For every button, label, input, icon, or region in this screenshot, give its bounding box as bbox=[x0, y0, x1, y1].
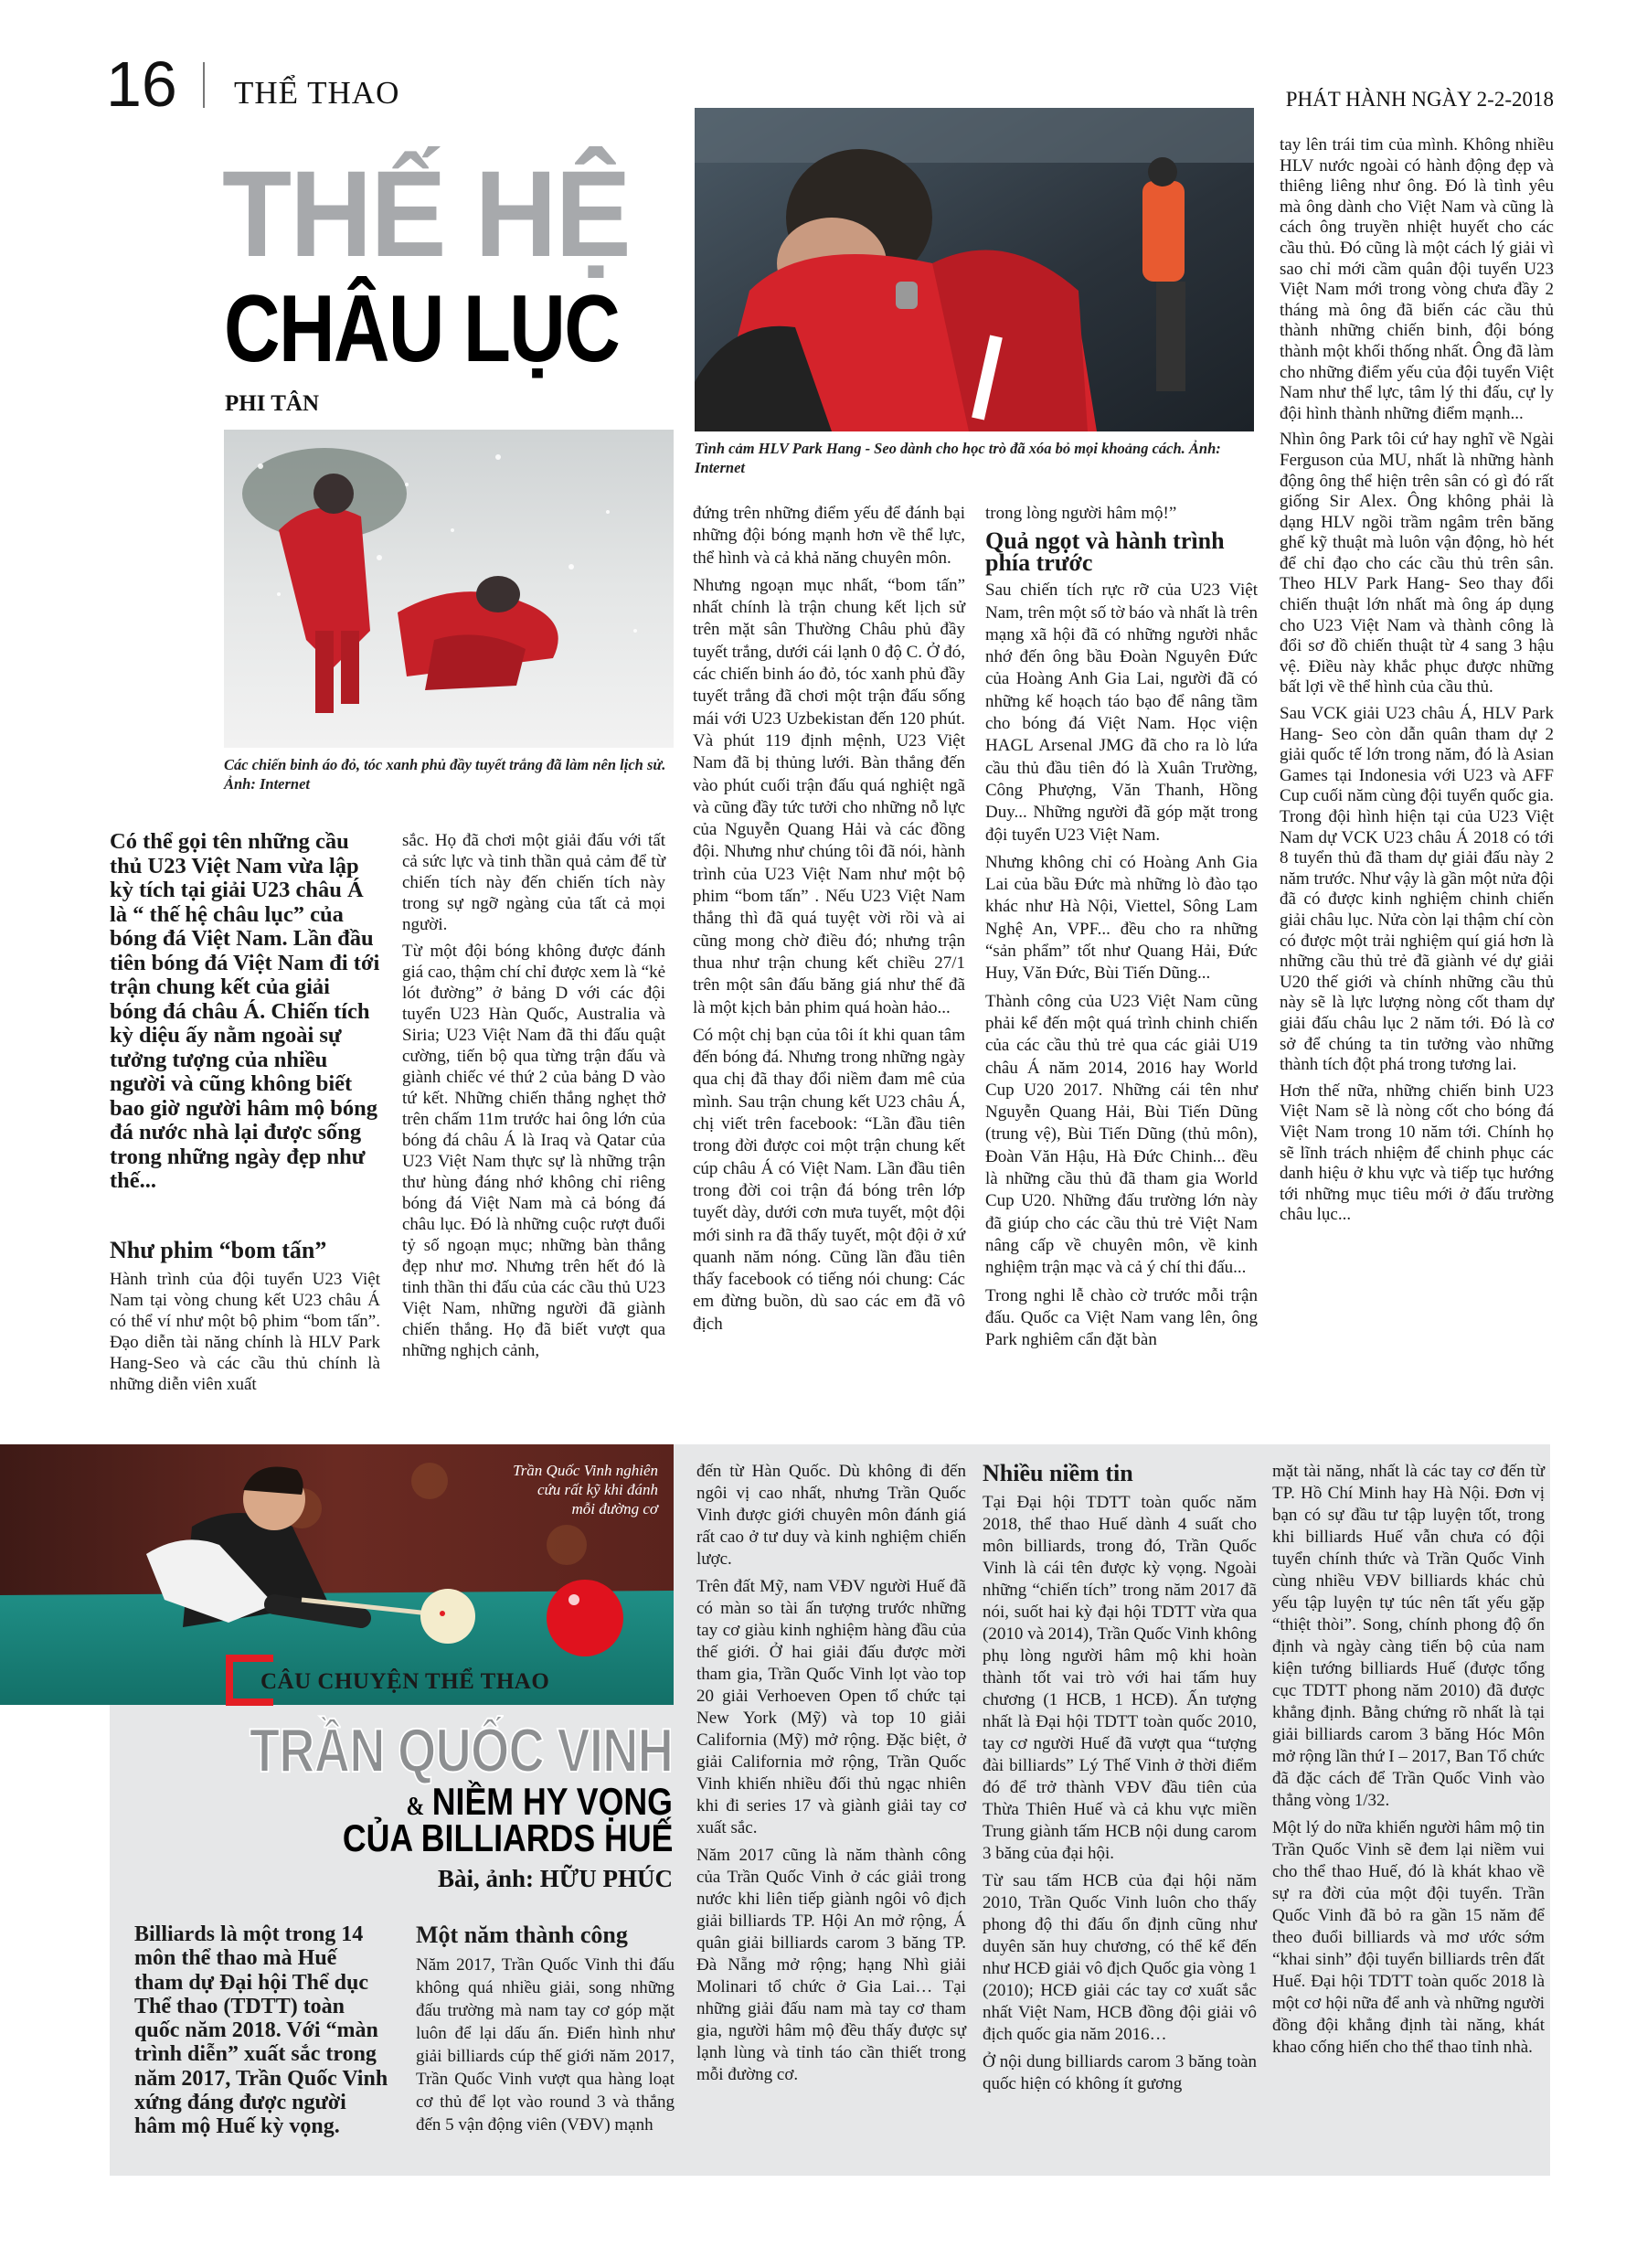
paragraph: mặt tài năng, nhất là các tay cơ đến từ TP. Hồ Chí Minh hay Hà Nội. Đơn vị bạn có sự đầu tư tập luyện tốt, trong khi billiards Huế vẫn chưa có đội tuyển chính thức và Trần Quốc Vinh cùng nhiều VĐV billiards khác chủ yếu tập luyện tự túc nên tất yếu gặp “thiệt thòi”. Song, chính phong độ ổn định và ngày càng tiến bộ của nam kiện tướng billiards Huế (được tổng cục TDTT phong năm 2010) đã được khẳng định. Bằng chứng rõ nhất là tại giải billiards carom 3 băng Hóc Môn mở rộng lần thứ I – 2017, Ban Tổ chức đã đặc cách để Trần Quốc Vinh vào thẳng vòng 1/32. bbox=[1272, 1462, 1545, 1810]
paragraph: sắc. Họ đã chơi một giải đấu với tất cả sức lực và tinh thần quả cảm để từ chiến tích này đến chiến tích này trong sự ngỡ ngàng của tất cả mọi người. bbox=[402, 831, 665, 934]
subheading-bom-tan: Như phim “bom tấn” bbox=[110, 1236, 327, 1263]
paragraph: đứng trên những điểm yếu để đánh bại những đội bóng mạnh hơn về thể lực, thể hình và cả khả năng chuyên môn. bbox=[693, 504, 965, 568]
subheading-nhieu-niem-tin: Nhiều niềm tin bbox=[983, 1460, 1133, 1486]
page-number: 16 bbox=[106, 48, 177, 120]
article2-column-5 bbox=[1272, 1461, 1545, 2064]
kicker-label: CÂU CHUYỆN THỂ THAO bbox=[260, 1669, 550, 1694]
paragraph: Thành công của U23 Việt Nam cũng phải kể đến một quá trình chinh chiến của các cầu thủ trẻ qua các giải U19 châu Á năm 2014, 2016 hay World Cup U20 2017. Những cái tên như Nguyễn Quang Hải, Bùi Tiến Dũng (trung vệ), Bùi Tiến Dũng (thủ môn), Đoàn Văn Hậu, Hà Đức Chinh... đều là những cầu thủ đã tham gia World Cup U20. Những đấu trường lớn này đã giúp cho các cầu thủ trẻ Việt Nam nâng cấp về chuyên môn, về kinh nghiệm trận mạc và cả ý chí thi đấu... bbox=[985, 991, 1258, 1278]
paragraph: Nhưng không chỉ có Hoàng Anh Gia Lai của bầu Đức mà những lò đào tạo khác như Hà Nội, Viettel, Sông Lam Nghệ An, VPF... đều cho ra những “sản phẩm” tốt như Quang Hải, Đức Huy, Văn Đức, Bùi Tiến Dũng... bbox=[985, 852, 1258, 984]
issue-date: PHÁT HÀNH NGÀY 2-2-2018 bbox=[1285, 88, 1554, 111]
article-byline: PHI TÂN bbox=[225, 391, 320, 416]
subheading-mot-nam: Một năm thành công bbox=[416, 1922, 628, 1948]
paragraph: Từ một đội bóng không được đánh giá cao, thậm chí chỉ được xem là “kẻ lót đường” ở bảng D với các đội tuyển U23 Hàn Quốc, Australia và Siria; U23 Việt Nam đã thi đấu quật cường, tiến bộ qua từng trận đấu và giành chiếc vé thứ 2 của bảng D vào tứ kết. Những chiến thắng nghẹt thở trên chấm 11m trước hai ông lớn của bóng đá châu Á là Iraq và Qatar của U23 Việt Nam thực sự là những trận thư hùng đáng nhớ không chỉ riêng bóng đá Việt Nam mà cả bóng đá châu lục. Đó là những cuộc rượt đuổi tỷ số ngoạn mục; những bàn thắng đẹp như mơ. Nhưng trên hết đó là tinh thần thi đấu của các cầu thủ U23 Việt Nam, những người đã giành chiến thắng. Họ đã biết vượt qua những nghịch cảnh, bbox=[402, 942, 665, 1360]
paragraph: Hơn thế nữa, những chiến binh U23 Việt Nam sẽ là nòng cốt cho bóng đá Việt Nam trong 10 năm tới. Chính họ sẽ lĩnh trách nhiệm để chinh phục các danh hiệu ở khu vực và tiếp tục hướng tới những mục tiêu mới ở đấu trường châu lục... bbox=[1280, 1081, 1554, 1225]
article2-column-4 bbox=[983, 1461, 1257, 2101]
subheading-qua-ngot: Quả ngọt và hành trình phía trước bbox=[985, 527, 1225, 577]
photo-coach-hug bbox=[695, 108, 1254, 431]
paragraph: Tại Đại hội TDTT toàn quốc năm 2018, thể thao Huế dành 4 suất cho môn billiards, trong đó, Trần Quốc Vinh là cái tên được kỳ vọng. Ngoài những “chiến tích” trong năm 2017 đã nói, suốt hai kỳ đại hội TDTT vừa qua (2010 và 2014), Trần Quốc Vinh không phụ lòng người hâm mộ khi hoàn thành tốt vai trò với hai tấm huy chương (1 HCB, 1 HCĐ). Ấn tượng nhất là Đại hội TDTT toàn quốc 2010, tay cơ người Huế đã vượt qua “tượng đài billiards” Lý Thế Vinh ở thời điểm đó để trở thành VĐV đầu tiên của Thừa Thiên Huế và cả khu vực miền Trung giành tấm HCB nội dung carom 3 băng của đại hội. bbox=[983, 1493, 1257, 1863]
paragraph: Hành trình của đội tuyển U23 Việt Nam tại vòng chung kết U23 châu Á có thể ví như một bộ phim “bom tấn”. Đạo diễn tài năng chính là HLV Park Hang-Seo và các cầu thủ chính là những diễn viên xuất bbox=[110, 1269, 380, 1394]
article2-column-1 bbox=[134, 1922, 390, 2145]
paragraph: Sau VCK giải U23 châu Á, HLV Park Hang- Seo còn dẫn quân tham dự 2 giải quốc tế lớn trong năm, đó là Asian Games tại Indonesia với U23 và AFF Cup cuối năm cùng đội tuyển quốc gia. Trong đội hình hiện tại của U23 Việt Nam dự VCK U23 châu Á 2018 có tới 8 tuyển thủ đã tham dự giải đấu này 2 năm trước. Như vậy là gần một nửa đội đã có được kinh nghiệm chinh chiến giải châu lục. Nửa còn lại thậm chí còn có được một trải nghiệm quí giá hơn là những cầu thủ trẻ đã giành vé dự giải U20 thế giới và chính những cầu thủ này sẽ là lực lượng nòng cốt tham dự giải đấu châu lục 2 năm tới. Đó là cơ sở để chúng ta tin tưởng vào những thành tích đột phá trong tương lai. bbox=[1280, 704, 1555, 1075]
photo1-caption: Các chiến binh áo đỏ, tóc xanh phủ đầy tuyết trắng đã làm nên lịch sử. Ảnh: Internet bbox=[224, 756, 666, 793]
paragraph: tay lên trái tim của mình. Không nhiều HLV nước ngoài có hành động đẹp và thiêng liêng như ông. Đó là tình yêu mà ông dành cho Việt Nam và cũng là cách ông truyền nhiệt huyết cho các cầu thủ. Đó cũng là một cách lý giải vì sao chỉ mới cầm quân đội tuyển U23 Việt Nam mới trong vòng chưa đầy 2 tháng mà ông đã biến các cầu thủ thành những chiến binh, đội bóng thành một khối thống nhất. Ông đã làm cho những điểm yếu của đội tuyển Việt Nam như thể lực, tâm lý thi đấu, cự ly đội hình thành những điểm mạnh... bbox=[1280, 135, 1554, 423]
paragraph: Nhìn ông Park tôi cứ hay nghĩ về Ngài Ferguson của MU, nhất là những hành động ông thể hiện trên sân có gì đó rất giống Sir Alex. Ông không phải là dạng HLV ngồi trầm ngâm trên băng ghế kỹ thuật mà luôn vận động, hò hét để chỉ đạo cho các cầu thủ trên sân. Theo HLV Park Hang- Seo thay đổi chiến thuật lớn nhất mà ông áp dụng cho U23 Việt Nam và thành công là đổi sơ đồ chiến thuật từ 4 sang 3 hậu vệ. Điều này khắc phục được những bất lợi về thể hình của cầu thủ. bbox=[1280, 430, 1554, 697]
photo-billiards-caption: Trần Quốc Vinh nghiên cứu rất kỹ khi đánh mỗi đường cơ bbox=[513, 1462, 658, 1517]
paragraph: Năm 2017, Trần Quốc Vinh thi đấu không quá nhiều giải, song những đấu trường mà nam tay cơ góp mặt luôn để lại dấu ấn. Điển hình như giải billiards cúp thế giới năm 2017, Trần Quốc Vinh vượt qua hàng loạt cơ thủ để lọt vào round 3 và thắng đến 5 vận động viên (VĐV) mạnh bbox=[416, 1955, 675, 2135]
article-title-line2: CHÂU LỤC bbox=[224, 276, 620, 382]
paragraph: Một lý do nữa khiến người hâm mộ tin Trần Quốc Vinh sẽ đem lại niềm vui cho thể thao Huế, đó là khát khao về sự ra đời của một đội tuyển. Trần Quốc Vinh đã bỏ ra gần 15 năm để theo đuổi billiards và mơ ước sớm “khai sinh” đội tuyển billiards trên đất Huế. Đại hội TDTT toàn quốc 2018 là một cơ hội nữa để anh và những người đồng đội khẳng định tài năng, khát khao cống hiến cho thể thao tỉnh nhà. bbox=[1272, 1818, 1545, 2057]
paragraph: trong lòng người hâm mộ!” bbox=[985, 504, 1177, 523]
article1-column-2 bbox=[402, 830, 665, 1367]
article1-column-4 bbox=[985, 503, 1258, 1357]
article1-column-5 bbox=[1280, 135, 1554, 1231]
article2-column-3 bbox=[696, 1461, 966, 2092]
section-name: THỂ THAO bbox=[234, 75, 400, 111]
ampersand: & bbox=[406, 1793, 425, 1821]
feature-title-line3: CỦA BILLIARDS HUẾ bbox=[342, 1816, 673, 1859]
photo-players-snow bbox=[224, 430, 674, 748]
feature-title-line2-text: NIỀM HY VỌNG bbox=[431, 1780, 673, 1823]
article-lead: Có thể gọi tên những cầu thủ U23 Việt Nam vừa lập kỳ tích tại giải U23 châu Á là “ thế hệ châu lục” của bóng đá Việt Nam. Lần đầu tiên bóng đá Việt Nam đi tới trận chung kết của giải bóng đá châu Á. Chiến tích kỳ diệu ấy nằm ngoài sự tưởng tượng của nhiều người và cũng không biết bao giờ người hâm mộ bóng đá nước nhà lại được sống trong những ngày đẹp như thế... bbox=[110, 829, 380, 1193]
feature-title-line1: TRẦN QUỐC VINH bbox=[249, 1716, 673, 1785]
photo2-caption: Tình cảm HLV Park Hang - Seo dành cho học trò đã xóa bỏ mọi khoảng cách. Ảnh: Internet bbox=[695, 440, 1221, 476]
article2-column-2 bbox=[416, 1922, 675, 2142]
paragraph: Ở nội dung billiards carom 3 băng toàn quốc hiện có không ít gương bbox=[983, 2052, 1257, 2093]
header-divider bbox=[203, 62, 205, 108]
paragraph: đến từ Hàn Quốc. Dù không đi đến ngôi vị cao nhất, nhưng Trần Quốc Vinh được giới chuyên môn đánh giá rất cao ở tư duy và kinh nghiệm chiến lược. bbox=[696, 1462, 966, 1569]
paragraph: Trong nghi lễ chào cờ trước mỗi trận đấu. Quốc ca Việt Nam vang lên, ông Park nghiêm cẩn đặt bàn bbox=[985, 1285, 1258, 1350]
article1-column-3 bbox=[693, 503, 965, 1341]
feature-byline: Bài, ảnh: HỮU PHÚC bbox=[437, 1865, 673, 1892]
article1-column-1 bbox=[110, 830, 380, 1400]
paragraph: Có một chị bạn của tôi ít khi quan tâm đến bóng đá. Nhưng trong những ngày qua chị đã thay đổi niềm đam mê của mình. Sau trận chung kết U23 châu Á, chị viết trên facebook: “Lần đầu tiên trong đời được coi một trận chung kết cúp châu Á có Việt Nam. Lần đầu tiên trong đời coi trận đá bóng trên lớp tuyết dày, dưới cơn mưa tuyết, một đội mới sinh ra đã thấy tuyết, một đội ở xứ quanh năm nóng. Cũng lần đầu tiên thấy facebook có tiếng nói chung: Các em đừng buồn, dù sao các em đã vô địch bbox=[693, 1025, 965, 1334]
paragraph: Trên đất Mỹ, nam VĐV người Huế đã có màn so tài ấn tượng trước những tay cơ giàu kinh nghiệm hàng đầu của thế giới. Ở hai giải đấu được mời tham gia, Trần Quốc Vinh lọt vào top 20 giải Verhoeven Open tổ chức tại New York (Mỹ) và top 10 giải California (Mỹ) mở rộng. Đặc biệt, ở giải California mở rộng, Trần Quốc Vinh khiến nhiều đối thủ ngạc nhiên khi đi series 17 và giành giải tay cơ xuất sắc. bbox=[696, 1577, 966, 1837]
paragraph: Sau chiến tích rực rỡ của U23 Việt Nam, trên một số tờ báo và nhất là trên mạng xã hội đã có những người nhắc nhớ đến ông bầu Đoàn Nguyên Đức của Hoàng Anh Gia Lai, người đã có những kế hoạch táo bạo để nâng tầm cho bóng đá Việt Nam. Học viện HAGL Arsenal JMG đã cho ra lò lứa cầu thủ đầu tiên đó là Xuân Trường, Công Phượng, Văn Thanh, Hồng Duy... Những người đã góp mặt trong đội tuyển U23 Việt Nam. bbox=[985, 580, 1258, 845]
paragraph: Từ sau tấm HCB của đại hội năm 2010, Trần Quốc Vinh luôn cho thấy phong độ thi đấu ổn định cũng như duyên săn huy chương, có thể kể đến như HCĐ giải vô địch Quốc gia vòng 1 (2010); HCĐ giải các tay cơ xuất sắc nhất Việt Nam, HCB đồng đội giải vô địch quốc gia năm 2016… bbox=[983, 1871, 1257, 2044]
feature-lead: Billiards là một trong 14 môn thể thao mà Huế tham dự Đại hội Thể dục Thể thao (TDTT) toàn quốc năm 2018. Với “màn trình diễn” xuất sắc trong năm 2017, Trần Quốc Vinh xứng đáng được người hâm mộ Huế kỳ vọng. bbox=[134, 1922, 388, 2139]
paragraph: Nhưng ngoạn mục nhất, “bom tấn” nhất chính là trận chung kết lịch sử trên mặt sân Thường Châu phủ đầy tuyết trắng, dưới cái lạnh 0 độ C. Ở đó, các chiến binh áo đỏ, tóc xanh phủ đầy tuyết trắng đã chơi một trận đấu sống mái với U23 Uzbekistan đến 120 phút. Và phút 119 định mệnh, U23 Việt Nam đã bị thủng lưới. Bàn thắng đến vào phút cuối trận đấu quá nghiệt ngã và cũng đầy tức tưởi cho những nỗ lực của Nguyễn Quang Hải và các đồng đội. Nhưng như chúng tôi đã nói, hành trình của U23 Việt Nam như một bộ phim “bom tấn” . Nếu U23 Việt Nam thắng thì đã quá tuyệt vời rồi và ai cũng mong chờ điều đó; nhưng trận thua như trận chung kết chiều 27/1 trên một sân đấu băng giá như thế đã là một kịch bản phim quá hoàn hảo... bbox=[693, 575, 965, 1017]
paragraph: Năm 2017 cũng là năm thành công của Trần Quốc Vinh ở các giải trong nước khi liên tiếp giành ngôi vô địch giải billiards TP. Hội An mở rộng, Á quân giải billiards carom 3 băng TP. Đà Nẵng mở rộng; hạng Nhì giải Molinari tổ chức ở Gia Lai… Tại những giải đấu nam mà tay cơ tham gia, người hâm mộ đều thấy được sự lạnh lùng và tỉnh táo cần thiết trong mỗi đường cơ. bbox=[696, 1846, 966, 2084]
article-title-line1: THẾ HỆ bbox=[222, 146, 630, 282]
